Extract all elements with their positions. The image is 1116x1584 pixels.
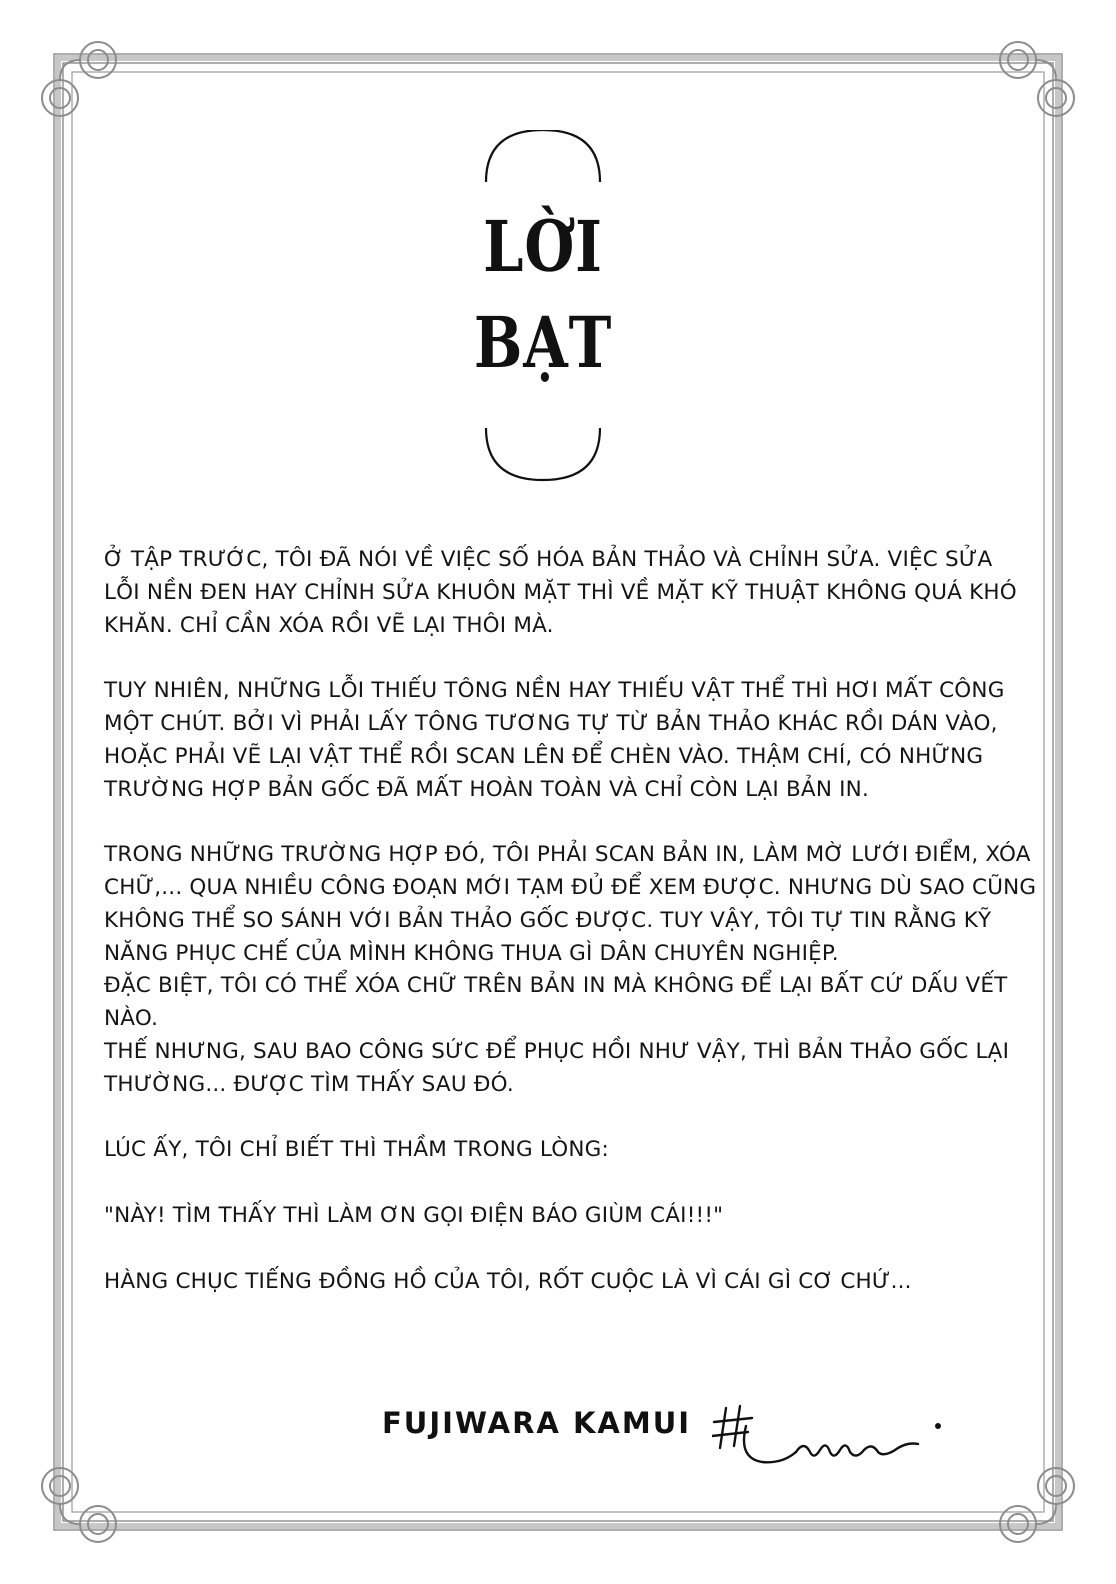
paragraph-line: THẾ NHƯNG, SAU BAO CÔNG SỨC ĐỂ PHỤC HỒI NHƯ VẬY, THÌ BẢN THẢO GỐC LẠI	[104, 1038, 1010, 1064]
paragraph-line: THƯỜNG... ĐƯỢC TÌM THẤY SAU ĐÓ.	[104, 1071, 514, 1097]
paragraph-line: CHỮ,... QUA NHIỀU CÔNG ĐOẠN MỚI TẠM ĐỦ ĐỂ XEM ĐƯỢC. NHƯNG DÙ SAO CŨNG	[104, 874, 1037, 900]
corner-ornament-bottom-right	[1000, 1468, 1074, 1542]
paragraph-6	[104, 1266, 1004, 1299]
paragraph-line: MỘT CHÚT. BỞI VÌ PHẢI LẤY TÔNG TƯƠNG TỰ TỪ BẢN THẢO KHÁC RỒI DÁN VÀO,	[104, 710, 998, 736]
paragraph-5	[104, 1200, 1004, 1233]
paragraph-line: ĐẶC BIỆT, TÔI CÓ THỂ XÓA CHỮ TRÊN BẢN IN MÀ KHÔNG ĐỂ LẠI BẤT CỨ DẤU VẾT	[104, 973, 1008, 999]
paragraph-line: "NÀY! TÌM THẤY THÌ LÀM ƠN GỌI ĐIỆN BÁO GIÙM CÁI!!!"	[104, 1202, 724, 1228]
paragraph-line: LÚC ẤY, TÔI CHỈ BIẾT THÌ THẦM TRONG LÒNG:	[104, 1137, 609, 1163]
paragraph-line: LỖI NỀN ĐEN HAY CHỈNH SỬA KHUÔN MẶT THÌ VỀ MẶT KỸ THUẬT KHÔNG QUÁ KHÓ	[104, 579, 1017, 605]
paragraph-1	[104, 544, 1017, 642]
paragraph-3	[104, 839, 1037, 1101]
signature-block	[382, 1400, 982, 1490]
paragraph-2	[104, 675, 1004, 806]
paragraph-line: NĂNG PHỤC CHẾ CỦA MÌNH KHÔNG THUA GÌ DÂN CHUYÊN NGHIỆP.	[104, 940, 839, 966]
paragraph-line: KHÔNG THỂ SO SÁNH VỚI BẢN THẢO GỐC ĐƯỢC. TUY VẬY, TÔI TỰ TIN RẰNG KỸ	[104, 907, 992, 933]
afterword-body	[104, 544, 1037, 1298]
paragraph-line: HÀNG CHỤC TIẾNG ĐỒNG HỒ CỦA TÔI, RỐT CUỘC LÀ VÌ CÁI GÌ CƠ CHỨ...	[104, 1268, 912, 1294]
title-line-1: LỜI	[483, 205, 603, 288]
paragraph-4	[104, 1134, 1004, 1167]
paragraph-line: HOẶC PHẢI VẼ LẠI VẬT THỂ RỒI SCAN LÊN ĐỂ CHÈN VÀO. THẬM CHÍ, CÓ NHỮNG	[104, 743, 984, 769]
title-block	[448, 130, 668, 490]
corner-ornament-top-right	[1000, 42, 1074, 116]
paragraph-line: TUY NHIÊN, NHỮNG LỖI THIẾU TÔNG NỀN HAY THIẾU VẬT THỂ THÌ HƠI MẤT CÔNG	[104, 678, 1005, 704]
paragraph-line: KHĂN. CHỈ CẦN XÓA RỒI VẼ LẠI THÔI MÀ.	[104, 612, 554, 638]
title-arc-bottom	[486, 428, 600, 480]
paragraph-line: NÀO.	[104, 1006, 159, 1032]
title-line-2: BẠT	[473, 301, 613, 384]
author-name: FUJIWARA KAMUI	[382, 1406, 692, 1440]
handwritten-signature	[712, 1396, 952, 1476]
title-arc-top	[486, 130, 600, 182]
corner-ornament-bottom-left	[42, 1468, 116, 1542]
corner-ornament-top-left	[42, 42, 116, 116]
paragraph-line: Ở TẬP TRƯỚC, TÔI ĐÃ NÓI VỀ VIỆC SỐ HÓA BẢN THẢO VÀ CHỈNH SỬA. VIỆC SỬA	[104, 547, 993, 572]
paragraph-line: TRONG NHỮNG TRƯỜNG HỢP ĐÓ, TÔI PHẢI SCAN BẢN IN, LÀM MỜ LƯỚI ĐIỂM, XÓA	[104, 842, 1031, 868]
paragraph-line: TRƯỜNG HỢP BẢN GỐC ĐÃ MẤT HOÀN TOÀN VÀ CHỈ CÒN LẠI BẢN IN.	[104, 776, 869, 802]
